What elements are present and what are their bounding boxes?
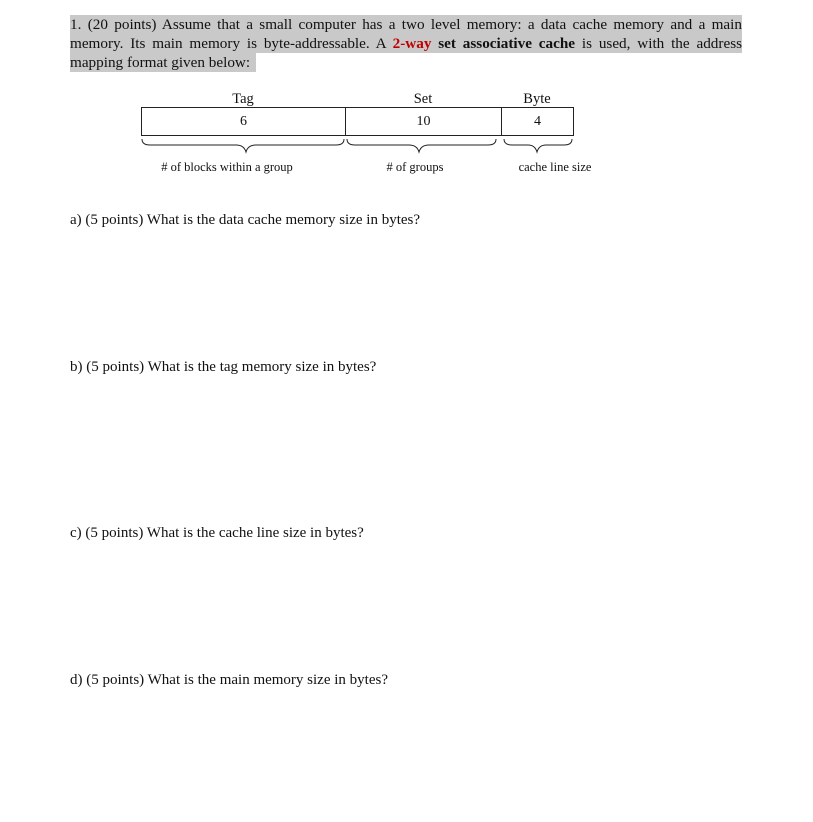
question-d: d) (5 points) What is the main memory size in bytes?	[70, 672, 388, 688]
problem-line-3: mapping format given below:	[70, 53, 256, 72]
question-a: a) (5 points) What is the data cache memory size in bytes?	[70, 212, 421, 228]
tag-header: Tag	[232, 91, 254, 107]
set-header: Set	[413, 91, 433, 107]
set-brace	[347, 139, 496, 152]
byte-brace	[504, 139, 572, 152]
question-b: b) (5 points) What is the tag memory size in bytes?	[70, 359, 377, 375]
tag-bits-cell: 6	[141, 107, 346, 136]
tag-brace	[142, 139, 344, 152]
highlight-2-way: 2-way	[392, 35, 432, 52]
problem-text: is used, with the address	[575, 35, 743, 52]
set-brace-label: # of groups	[386, 160, 444, 174]
problem-text: memory. Its main memory is byte-addressable. A	[70, 35, 393, 52]
byte-bits-cell: 4	[501, 107, 574, 136]
byte-header: Byte	[523, 91, 551, 107]
byte-brace-label: cache line size	[518, 160, 592, 174]
set-bits-cell: 10	[345, 107, 502, 136]
question-c: c) (5 points) What is the cache line size in bytes?	[70, 525, 364, 541]
highlight-set-associative: set associative cache	[438, 35, 576, 52]
problem-line-1: 1. (20 points) Assume that a small computer has a two level memory: a data cache memory and a main	[70, 16, 742, 33]
tag-brace-label: # of blocks within a group	[161, 160, 293, 174]
